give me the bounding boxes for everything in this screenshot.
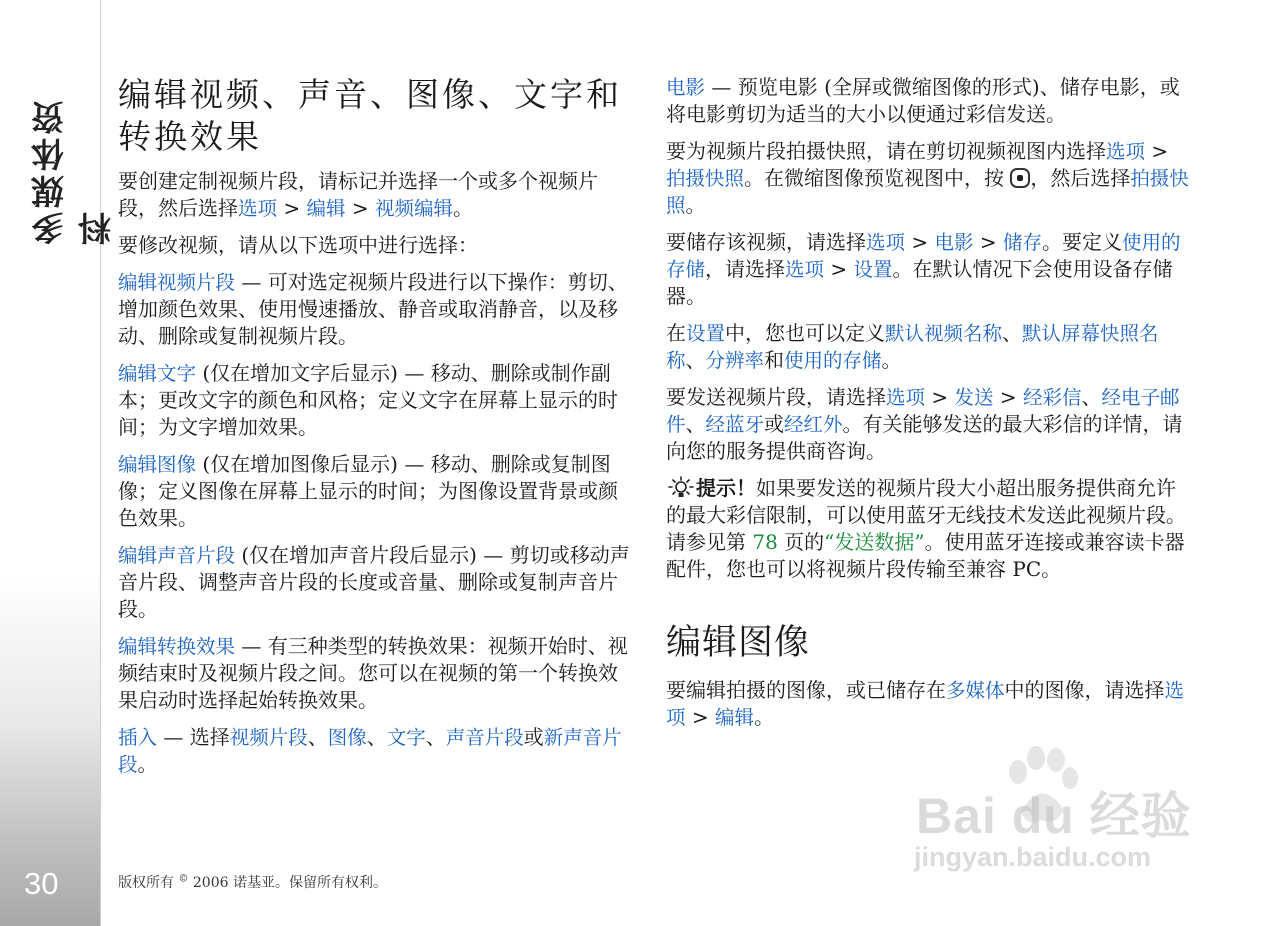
- text: 、: [1002, 321, 1023, 345]
- text: 2006 诺基亚。保留所有权利。: [188, 875, 387, 891]
- text: 。要定义: [1042, 230, 1123, 254]
- paragraph-create-clip: [118, 168, 635, 222]
- text: 、: [425, 725, 446, 749]
- left-column: [118, 74, 635, 788]
- link-edit-image[interactable]: 编辑图像: [118, 453, 197, 476]
- copyright-symbol: ©: [178, 873, 189, 885]
- link-video-edit[interactable]: 视频编辑: [375, 197, 454, 220]
- sidebar-section-label: 多媒体资料: [30, 97, 116, 245]
- link-memory-in-use[interactable]: 使用的存储: [784, 349, 882, 372]
- link-settings[interactable]: 设置: [853, 258, 893, 281]
- watermark-brand: Bai du 经验: [916, 788, 1192, 844]
- paragraph-send-video: [666, 384, 1189, 465]
- text: 、: [685, 412, 706, 436]
- link-insert[interactable]: 插入: [118, 726, 158, 749]
- text: 中，您也可以定义: [725, 321, 886, 345]
- text: ，然后选择: [1030, 166, 1131, 190]
- text: ，请选择: [705, 257, 786, 281]
- text: 。: [881, 348, 902, 372]
- text: — 有三种类型的转换效果：视频开始时、视频结束时及视频片段之间。您可以在视频的第一个转换效果启动时选择起始转换效果。: [118, 634, 628, 712]
- text: 、: [366, 725, 387, 749]
- link-gallery[interactable]: 多媒体: [946, 679, 1005, 702]
- text: 要为视频片段拍摄快照，请在剪切视频视图内选择: [666, 139, 1106, 163]
- text: 、: [685, 348, 706, 372]
- link-options[interactable]: 选项: [666, 679, 1185, 729]
- link-image[interactable]: 图像: [327, 726, 367, 749]
- text: 或: [523, 725, 544, 749]
- separator: >: [973, 230, 1003, 254]
- text: 如果要发送的视频片段大小超出服务提供商允许的最大彩信限制，可以使用蓝牙无线技术发送此视频片段。请参见第: [666, 476, 1186, 554]
- separator: >: [824, 257, 854, 281]
- link-via-mms[interactable]: 经彩信: [1023, 386, 1082, 409]
- text: (仅在增加文字后显示) — 移动、删除或制作副本；更改文字的颜色和风格；定义文字在屏幕上显示的时间；为文字增加效果。: [118, 361, 618, 439]
- text: 。在微缩图像预览视图中，按: [744, 166, 1011, 190]
- lightbulb-icon: [666, 476, 696, 498]
- link-take-snapshot[interactable]: 拍摄快照: [666, 167, 745, 190]
- text: 要发送视频片段，请选择: [666, 385, 886, 409]
- text: 中的图像，请选择: [1004, 678, 1165, 702]
- paragraph-movie: [666, 74, 1189, 128]
- link-send[interactable]: 发送: [954, 386, 994, 409]
- text: 。: [453, 196, 474, 220]
- scroll-key-icon: [1010, 168, 1030, 188]
- baidu-watermark: [900, 750, 1210, 880]
- link-options[interactable]: 选项: [785, 258, 825, 281]
- paragraph-edit-transition: [118, 633, 635, 714]
- separator: >: [1145, 139, 1169, 163]
- separator: >: [685, 705, 715, 729]
- link-via-email[interactable]: 经电子邮件: [666, 386, 1180, 436]
- paragraph-edit-clip: [118, 269, 635, 350]
- text: 要储存该视频，请选择: [666, 230, 866, 254]
- separator: >: [925, 385, 955, 409]
- page-reference[interactable]: 78: [752, 530, 778, 554]
- text: 和: [764, 348, 785, 372]
- text: 版权所有: [118, 875, 179, 891]
- link-settings[interactable]: 设置: [686, 322, 726, 345]
- link-video-clip[interactable]: 视频片段: [229, 726, 308, 749]
- paragraph-snapshot: [666, 138, 1189, 219]
- link-options[interactable]: 选项: [238, 197, 278, 220]
- separator: >: [993, 385, 1023, 409]
- text: 、: [307, 725, 328, 749]
- text: 页的: [777, 530, 825, 554]
- paragraph-edit-image: [118, 451, 635, 532]
- link-edit-sound-clip[interactable]: 编辑声音片段: [118, 544, 236, 567]
- link-save[interactable]: 储存: [1003, 231, 1043, 254]
- link-sound-clip[interactable]: 声音片段: [445, 726, 524, 749]
- sidebar: [0, 0, 116, 926]
- section-title: 编辑视频、声音、图像、文字和转换效果: [118, 75, 622, 156]
- text: 在: [666, 321, 686, 345]
- text: 、: [1081, 385, 1102, 409]
- link-edit-video-clip[interactable]: 编辑视频片段: [118, 271, 236, 294]
- text: — 可对选定视频片段进行以下操作：剪切、增加颜色效果、使用慢速播放、静音或取消静音，以及移动、删除或复制视频片段。: [118, 270, 628, 348]
- separator: >: [345, 196, 375, 220]
- paragraph-save-video: [666, 229, 1189, 310]
- link-send-data[interactable]: “发送数据”: [824, 530, 925, 554]
- link-edit-transition[interactable]: 编辑转换效果: [118, 635, 236, 658]
- link-options[interactable]: 选项: [866, 231, 906, 254]
- link-options[interactable]: 选项: [1106, 140, 1146, 163]
- link-new-sound-clip[interactable]: 新声音片段: [118, 726, 622, 776]
- link-edit-text[interactable]: 编辑文字: [118, 362, 197, 385]
- tip-label: 提示！: [696, 476, 756, 500]
- link-edit[interactable]: 编辑: [715, 706, 755, 729]
- tip-paragraph: [666, 475, 1189, 583]
- separator: >: [277, 196, 307, 220]
- link-text[interactable]: 文字: [386, 726, 426, 749]
- copyright-footer: [118, 872, 387, 892]
- link-memory-in-use[interactable]: 使用的存储: [666, 231, 1181, 281]
- link-take-snapshot[interactable]: 拍摄快照: [666, 167, 1189, 217]
- watermark-url: jingyan.baidu.com: [914, 842, 1152, 872]
- link-default-video-name[interactable]: 默认视频名称: [885, 322, 1003, 345]
- text: 要编辑拍摄的图像，或已储存在: [666, 678, 946, 702]
- link-options[interactable]: 选项: [886, 386, 926, 409]
- text: 。: [137, 752, 158, 776]
- separator: >: [905, 230, 935, 254]
- text: 要创建定制视频片段，请标记并选择一个或多个视频片段，然后选择: [118, 169, 598, 220]
- text: 。有关能够发送的最大彩信的详情，请向您的服务提供商咨询。: [666, 412, 1183, 463]
- paragraph-modify-video: 要修改视频，请从以下选项中进行选择：: [118, 233, 478, 257]
- paragraph-insert: [118, 724, 635, 778]
- link-via-bluetooth[interactable]: 经蓝牙: [705, 413, 765, 436]
- link-movie[interactable]: 电影: [934, 231, 974, 254]
- text: 。使用蓝牙连接或兼容读卡器配件，您也可以将视频片段传输至兼容 PC。: [666, 530, 1185, 581]
- text: (仅在增加图像后显示) — 移动、删除或复制图像；定义图像在屏幕上显示的时间；为图像设置背景或颜色效果。: [118, 452, 618, 530]
- paragraph-edit-image-intro: [666, 677, 1189, 731]
- right-column: [666, 74, 1189, 741]
- link-resolution[interactable]: 分辨率: [705, 349, 765, 372]
- paragraph-edit-text: [118, 360, 635, 441]
- page-number: 30: [24, 866, 59, 901]
- text: (仅在增加声音片段后显示) — 剪切或移动声音片段、调整声音片段的长度或音量、删除或复制声音片段。: [118, 543, 630, 621]
- link-default-screenshot-name[interactable]: 默认屏幕快照名称: [666, 322, 1159, 372]
- text: 或: [764, 412, 785, 436]
- text: — 选择: [157, 725, 230, 749]
- link-edit[interactable]: 编辑: [306, 197, 346, 220]
- text: 。: [754, 705, 775, 729]
- text: — 预览电影 (全屏或微缩图像的形式)、储存电影，或将电影剪切为适当的大小以便通过彩信发送。: [666, 75, 1180, 126]
- paragraph-edit-sound: [118, 542, 635, 623]
- text: 。在默认情况下会使用设备存储器。: [666, 257, 1173, 308]
- paragraph-settings: [666, 320, 1189, 374]
- text: 。: [685, 193, 706, 217]
- section-title-edit-image: 编辑图像: [666, 623, 811, 663]
- link-via-infrared[interactable]: 经红外: [784, 413, 843, 436]
- link-movie[interactable]: 电影: [666, 76, 706, 99]
